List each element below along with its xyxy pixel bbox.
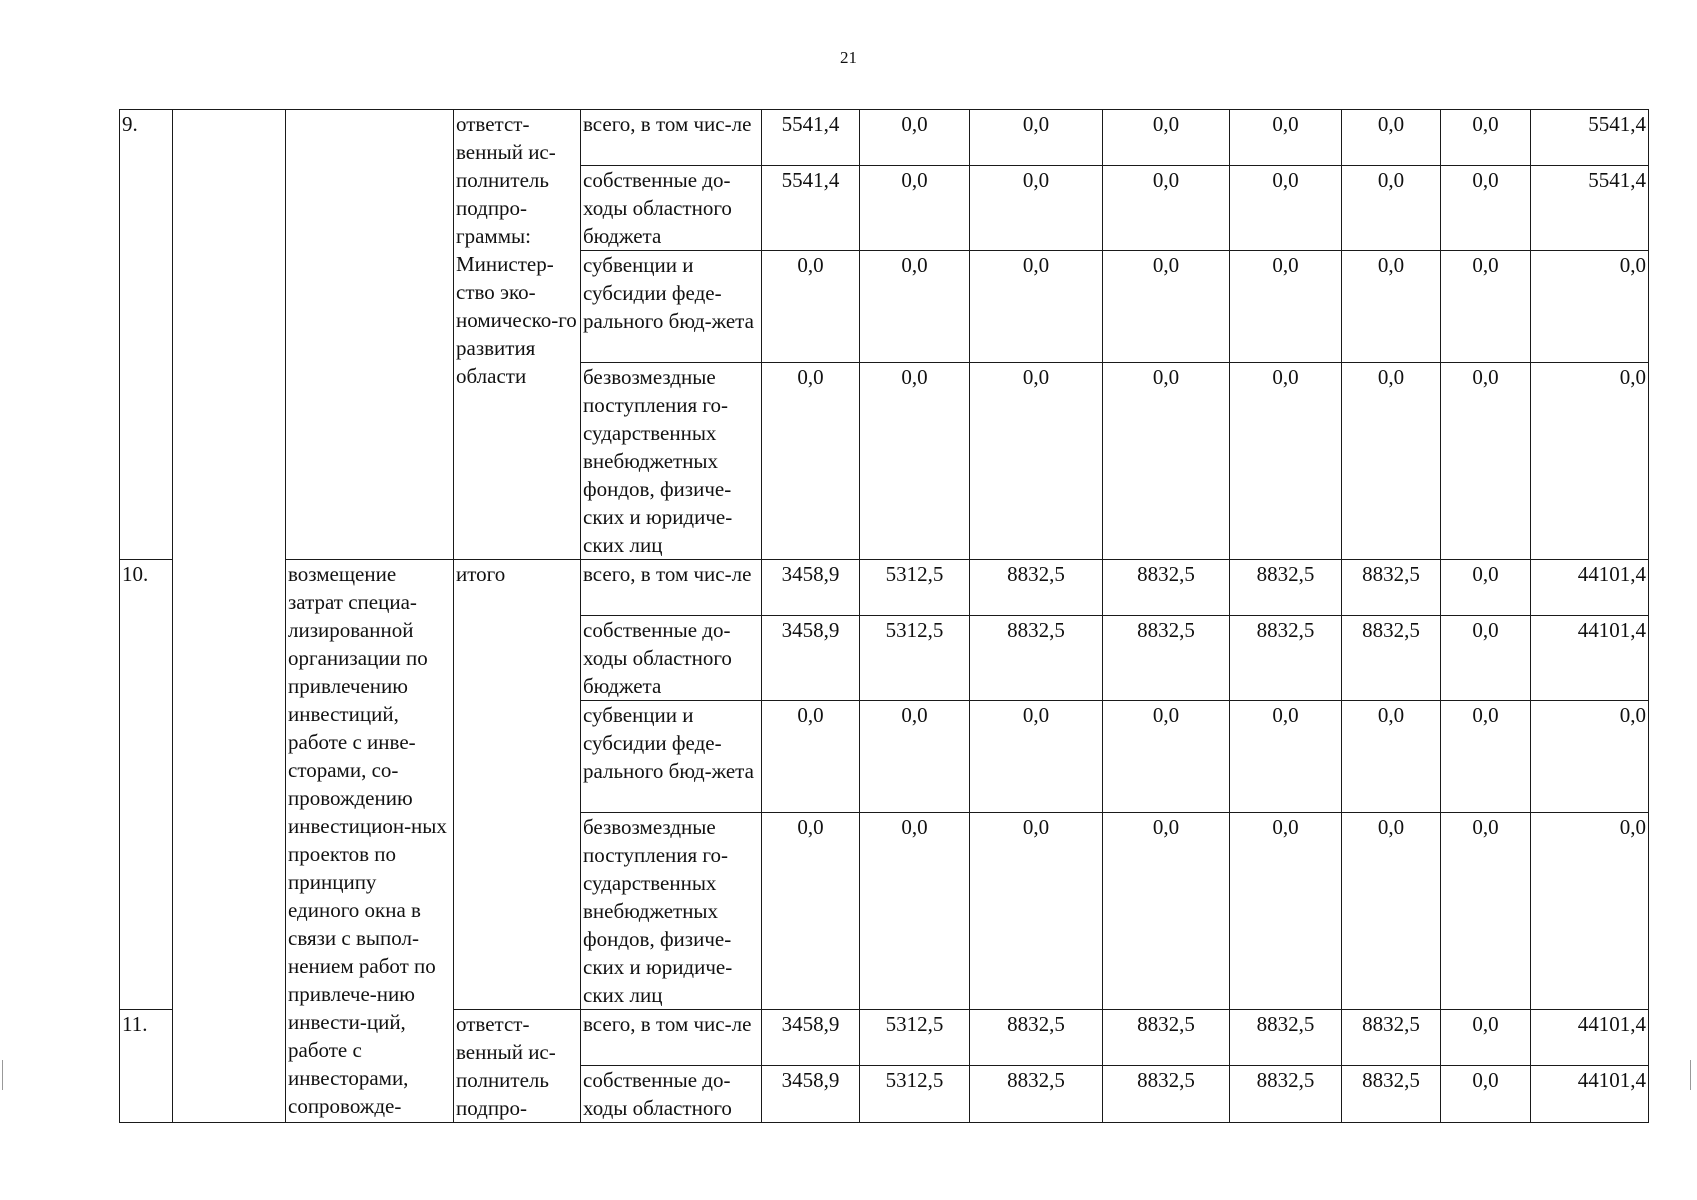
activity-name-cell: возмещение затрат специа-лизированной организации по привлечению инвестиций, работе с инве-сторами, со-провождению инвестицион-ных проектов по принципу единого окна в связи с выпол-нением работ по привлече-нию инвести-ций, работе с инвесторами, сопровожде-	[286, 560, 454, 1123]
value-cell: 0,0	[1342, 363, 1441, 560]
value-cell: 0,0	[1342, 110, 1441, 166]
value-cell: 0,0	[970, 166, 1103, 251]
value-cell: 0,0	[1441, 701, 1531, 813]
value-cell: 0,0	[1103, 251, 1230, 363]
value-cell: 0,0	[970, 813, 1103, 1010]
value-cell: 0,0	[860, 701, 970, 813]
value-cell: 0,0	[1342, 166, 1441, 251]
value-cell: 0,0	[1441, 616, 1531, 701]
value-cell: 3458,9	[762, 1066, 860, 1123]
source-cell: безвозмездные поступления го-сударственных внебюджетных фондов, физиче-ских и юридиче-ских лиц	[581, 363, 762, 560]
total-cell: 0,0	[1531, 813, 1649, 1010]
total-cell: 44101,4	[1531, 560, 1649, 616]
value-cell: 5541,4	[762, 110, 860, 166]
value-cell: 0,0	[1441, 1010, 1531, 1066]
value-cell: 0,0	[1441, 560, 1531, 616]
row-index: 10.	[120, 560, 173, 1010]
value-cell: 0,0	[860, 110, 970, 166]
value-cell: 5312,5	[860, 1010, 970, 1066]
value-cell: 8832,5	[1342, 560, 1441, 616]
source-cell: субвенции и субсидии феде-рального бюд-жета	[581, 251, 762, 363]
activity-name-cell	[286, 110, 454, 560]
value-cell: 0,0	[860, 813, 970, 1010]
value-cell: 0,0	[762, 701, 860, 813]
value-cell: 0,0	[970, 701, 1103, 813]
executor-cell: ответст-венный ис-полнитель подпро-граммы: Министер-ство эко-номическо-го развития области	[454, 110, 581, 560]
total-cell: 44101,4	[1531, 1010, 1649, 1066]
program-cell	[173, 110, 286, 1123]
value-cell: 0,0	[1230, 166, 1342, 251]
value-cell: 0,0	[1230, 701, 1342, 813]
value-cell: 0,0	[762, 251, 860, 363]
value-cell: 0,0	[1441, 1066, 1531, 1123]
total-cell: 5541,4	[1531, 166, 1649, 251]
scan-edge-mark-right	[1690, 1060, 1691, 1090]
value-cell: 0,0	[1230, 110, 1342, 166]
value-cell: 8832,5	[1103, 1066, 1230, 1123]
value-cell: 8832,5	[1342, 1066, 1441, 1123]
value-cell: 0,0	[970, 110, 1103, 166]
source-cell: собственные до-ходы областного бюджета	[581, 616, 762, 701]
value-cell: 0,0	[1230, 251, 1342, 363]
total-cell: 0,0	[1531, 701, 1649, 813]
row-index: 11.	[120, 1010, 173, 1123]
value-cell: 8832,5	[1230, 1066, 1342, 1123]
value-cell: 0,0	[762, 813, 860, 1010]
value-cell: 0,0	[1103, 813, 1230, 1010]
value-cell: 0,0	[970, 363, 1103, 560]
value-cell: 5312,5	[860, 560, 970, 616]
total-cell: 0,0	[1531, 363, 1649, 560]
value-cell: 0,0	[1230, 363, 1342, 560]
value-cell: 0,0	[1103, 363, 1230, 560]
total-cell: 44101,4	[1531, 1066, 1649, 1123]
value-cell: 5312,5	[860, 616, 970, 701]
value-cell: 0,0	[1103, 110, 1230, 166]
value-cell: 8832,5	[1230, 616, 1342, 701]
value-cell: 8832,5	[970, 616, 1103, 701]
total-cell: 44101,4	[1531, 616, 1649, 701]
source-cell: собственные до-ходы областного бюджета	[581, 166, 762, 251]
total-cell: 5541,4	[1531, 110, 1649, 166]
value-cell: 8832,5	[1103, 560, 1230, 616]
value-cell: 0,0	[1103, 166, 1230, 251]
value-cell: 8832,5	[970, 1010, 1103, 1066]
source-cell: всего, в том чис-ле	[581, 110, 762, 166]
value-cell: 3458,9	[762, 560, 860, 616]
source-cell: всего, в том чис-ле	[581, 1010, 762, 1066]
value-cell: 8832,5	[1230, 1010, 1342, 1066]
value-cell: 0,0	[1441, 363, 1531, 560]
value-cell: 0,0	[970, 251, 1103, 363]
value-cell: 8832,5	[1103, 1010, 1230, 1066]
value-cell: 0,0	[762, 363, 860, 560]
value-cell: 5312,5	[860, 1066, 970, 1123]
value-cell: 8832,5	[1103, 616, 1230, 701]
table-row	[120, 560, 1649, 616]
value-cell: 0,0	[1441, 813, 1531, 1010]
executor-cell: ответст-венный ис-полнитель подпро-	[454, 1010, 581, 1123]
source-cell: безвозмездные поступления го-сударственных внебюджетных фондов, физиче-ских и юридиче-ских лиц	[581, 813, 762, 1010]
value-cell: 8832,5	[970, 560, 1103, 616]
source-cell: собственные до-ходы областного	[581, 1066, 762, 1123]
source-cell: субвенции и субсидии феде-рального бюд-жета	[581, 701, 762, 813]
value-cell: 0,0	[1441, 251, 1531, 363]
value-cell: 8832,5	[1342, 616, 1441, 701]
scan-edge-mark-left	[2, 1060, 3, 1090]
total-cell: 0,0	[1531, 251, 1649, 363]
value-cell: 0,0	[860, 166, 970, 251]
row-index: 9.	[120, 110, 173, 560]
value-cell: 0,0	[860, 363, 970, 560]
value-cell: 0,0	[860, 251, 970, 363]
value-cell: 0,0	[1342, 701, 1441, 813]
page-number: 21	[840, 48, 857, 67]
value-cell: 0,0	[1342, 251, 1441, 363]
value-cell: 0,0	[1342, 813, 1441, 1010]
value-cell: 8832,5	[970, 1066, 1103, 1123]
value-cell: 0,0	[1441, 166, 1531, 251]
value-cell: 0,0	[1103, 701, 1230, 813]
value-cell: 0,0	[1230, 813, 1342, 1010]
table-row	[120, 110, 1649, 166]
value-cell: 5541,4	[762, 166, 860, 251]
budget-table	[119, 109, 1649, 1123]
value-cell: 0,0	[1441, 110, 1531, 166]
value-cell: 8832,5	[1342, 1010, 1441, 1066]
executor-cell: итого	[454, 560, 581, 1010]
value-cell: 8832,5	[1230, 560, 1342, 616]
value-cell: 3458,9	[762, 1010, 860, 1066]
source-cell: всего, в том чис-ле	[581, 560, 762, 616]
value-cell: 3458,9	[762, 616, 860, 701]
